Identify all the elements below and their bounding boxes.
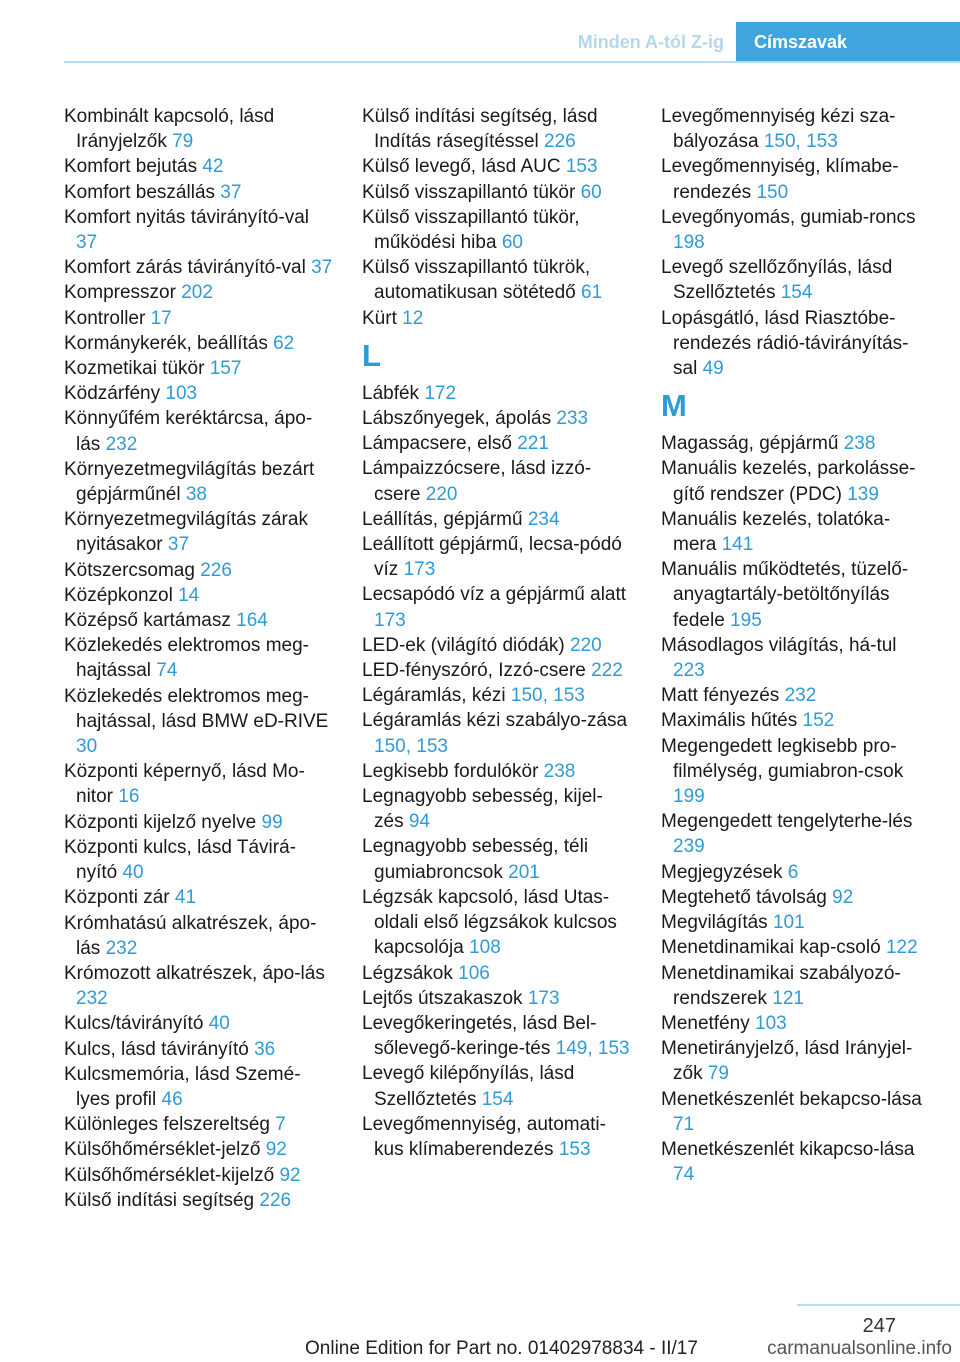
index-entry-page-link[interactable]: 150, 153 (374, 735, 448, 757)
index-entry (362, 633, 632, 658)
index-entry (362, 784, 632, 834)
index-entry (661, 205, 931, 255)
index-entry (362, 708, 632, 758)
index-entry (64, 154, 334, 179)
index-entry-page-link[interactable]: 202 (181, 282, 213, 304)
index-entry (64, 406, 334, 456)
index-entry (64, 457, 334, 507)
index-entry (64, 280, 334, 305)
index-entry (362, 834, 632, 884)
index-entry (64, 1011, 334, 1036)
index-entry-term: Menetkészenlét kikapcso-lása (661, 1138, 915, 1160)
index-entry (64, 608, 334, 633)
index-entry (64, 835, 334, 885)
index-entry (64, 507, 334, 557)
index-entry-term: Kötszercsomag (64, 559, 195, 581)
index-entry-term: Levegő szellőzőnyílás, lásd Szellőztetés (661, 257, 893, 304)
index-entry-page-link[interactable]: 46 (161, 1088, 183, 1110)
index-entry-term: Külső indítási segítség (64, 1189, 255, 1211)
index-entry (661, 633, 931, 683)
index-entry-term: Lejtős útszakaszok (362, 987, 523, 1009)
index-entry (661, 557, 931, 633)
index-entry-page-link[interactable]: 153 (565, 156, 598, 178)
index-entry-page-link[interactable]: 150, 153 (510, 685, 585, 707)
index-entry-page-link[interactable]: 220 (570, 634, 602, 656)
index-entry-term: Levegőmennyiség, klímabe-rendezés (661, 156, 899, 203)
index-entry-page-link[interactable]: 233 (556, 408, 589, 430)
index-entry-page-link[interactable]: 99 (261, 811, 283, 833)
index-entry-page-link[interactable]: 103 (165, 383, 198, 405)
index-entry (362, 885, 632, 961)
index-entry-page-link[interactable]: 238 (543, 760, 576, 782)
index-entry-term: Külső levegő, lásd AUC (362, 156, 561, 178)
index-entry-page-link[interactable]: 173 (527, 987, 560, 1009)
index-entry-term: Központi kulcs, lásd Távirá-nyító (64, 836, 296, 884)
index-entry (362, 683, 632, 708)
index-entry-term: Lámpacsere, első (362, 433, 512, 455)
index-entry-term: Külső visszapillantó tükör (362, 181, 576, 203)
index-entry-page-link[interactable]: 164 (236, 610, 268, 632)
index-entry (64, 104, 334, 154)
index-entry-term: Középső kartámasz (64, 610, 231, 632)
index-entry (64, 810, 334, 835)
index-entry (362, 532, 632, 582)
index-entry-page-link[interactable]: 122 (885, 937, 918, 959)
index-entry-page-link[interactable]: 38 (185, 484, 207, 506)
index-entry (661, 1011, 931, 1036)
index-entry-term: Legkisebb fordulókör (362, 760, 539, 782)
index-entry-page-link[interactable]: 92 (265, 1139, 287, 1161)
index-entry-page-link[interactable]: 195 (730, 609, 762, 631)
index-entry (64, 684, 334, 760)
index-letter-heading: L (362, 337, 381, 373)
index-entry-term: Menetdinamikai szabályozó-rendszerek (661, 962, 901, 1009)
index-entry-page-link[interactable]: 232 (76, 988, 108, 1010)
index-entry-term: Környezetmegvilágítás bezárt gépjárműnél (64, 458, 315, 506)
index-entry-term: Menetkészenlét bekapcso-lása (661, 1088, 922, 1110)
index-letter-heading: M (661, 388, 687, 424)
index-entry-term: Könnyűfém keréktárcsa, ápo-lás (64, 408, 313, 455)
index-entry-page-link[interactable]: 12 (402, 307, 424, 329)
index-entry (64, 356, 334, 381)
index-entry-term: Kulcs, lásd távirányító (64, 1038, 249, 1060)
index-entry-term: LED-ek (világító diódák) (362, 634, 565, 656)
index-entry-page-link[interactable]: 7 (275, 1114, 286, 1136)
index-entry (661, 507, 931, 557)
index-entry (362, 1061, 632, 1111)
index-entry-page-link[interactable]: 223 (673, 660, 705, 682)
index-column-2 (362, 104, 632, 1162)
index-entry (362, 582, 632, 632)
index-entry-page-link[interactable]: 101 (772, 912, 805, 934)
index-entry (661, 935, 931, 960)
index-entry-term: Középkonzol (64, 584, 173, 606)
index-entry-page-link[interactable]: 79 (172, 131, 194, 153)
index-entry-page-link[interactable]: 40 (122, 862, 144, 884)
index-entry-term: Levegőkeringetés, lásd Bel-sőlevegő-keringe-tés (362, 1012, 597, 1060)
index-entry (362, 658, 632, 683)
index-entry-page-link[interactable]: 201 (508, 861, 540, 883)
index-entry (64, 1037, 334, 1062)
index-entry (64, 1137, 334, 1162)
index-entry (362, 1112, 632, 1162)
index-entry (661, 255, 931, 305)
index-entry (64, 180, 334, 205)
index-entry-page-link[interactable]: 226 (259, 1189, 292, 1211)
index-entry (64, 1163, 334, 1188)
index-entry (661, 910, 931, 935)
index-entry-term: Kulcsmemória, lásd Szemé-lyes profil (64, 1063, 301, 1110)
index-entry-term: Kombinált kapcsoló, lásd Irányjelzők (64, 106, 275, 153)
index-entry-page-link[interactable]: 71 (673, 1113, 695, 1135)
index-entry-term: Manuális kezelés, parkolásse-gítő rendszer (PDC) (661, 458, 916, 505)
index-entry-term: Lecsapódó víz a gépjármű alatt (362, 584, 627, 606)
index-entry (661, 708, 931, 733)
index-entry-page-link[interactable]: 37 (167, 534, 190, 556)
index-entry (64, 633, 334, 683)
index-entry (362, 986, 632, 1011)
index-entry (661, 860, 931, 885)
index-entry (362, 205, 632, 255)
index-entry-term: Ködzárfény (64, 383, 161, 405)
index-entry-page-link[interactable]: 74 (156, 660, 178, 682)
index-entry-page-link[interactable]: 150, 153 (763, 131, 838, 153)
index-entry-page-link[interactable]: 199 (673, 786, 705, 808)
index-entry-page-link[interactable]: 37 (76, 232, 98, 254)
index-entry-term: Menetfény (661, 1012, 750, 1034)
index-entry-page-link[interactable]: 60 (501, 232, 523, 254)
index-entry-page-link[interactable]: 16 (118, 786, 140, 808)
index-entry (64, 911, 334, 961)
index-entry (362, 180, 632, 205)
index-entry-term: Külsőhőmérséklet-jelző (64, 1139, 261, 1161)
index-entry (362, 759, 632, 784)
index-entry (64, 583, 334, 608)
index-entry-page-link[interactable]: 41 (174, 887, 197, 909)
index-entry-page-link[interactable]: 103 (755, 1012, 787, 1034)
footer-divider (797, 1304, 960, 1306)
index-entry-term: LED-fényszóró, Izzó-csere (362, 660, 586, 682)
index-entry-page-link[interactable]: 232 (105, 937, 138, 959)
index-entry (362, 306, 632, 331)
index-entry-term: Lámpaizzócsere, lásd izzó-csere (362, 458, 592, 505)
index-entry-term: Kompresszor (64, 282, 176, 304)
index-entry (661, 456, 931, 506)
index-entry (64, 558, 334, 583)
index-entry-page-link[interactable]: 40 (208, 1013, 230, 1035)
index-entry-term: Legnagyobb sebesség, kijel-zés (362, 786, 603, 833)
index-entry-page-link[interactable]: 239 (673, 836, 705, 858)
index-entry-term: Légáramlás kézi szabályo-zása (362, 710, 628, 732)
index-entry-term: Kozmetikai tükör (64, 358, 205, 380)
index-entry-term: Maximális hűtés (661, 710, 798, 732)
index-entry (362, 456, 632, 506)
index-entry (64, 306, 334, 331)
index-entry (362, 1011, 632, 1061)
index-entry-term: Különleges felszereltség (64, 1114, 270, 1136)
index-entry-page-link[interactable]: 150 (756, 181, 789, 203)
index-entry (661, 154, 931, 204)
index-entry (661, 1137, 931, 1187)
index-entry-page-link[interactable]: 49 (702, 358, 724, 380)
index-entry-term: Manuális kezelés, tolatóka-mera (661, 508, 891, 556)
index-entry-term: Magasság, gépjármű (661, 433, 839, 455)
index-entry-term: Leállítás, gépjármű (362, 508, 523, 530)
index-entry-term: Levegőnyomás, gumiab-roncs (661, 206, 916, 228)
index-entry-term: Külsőhőmérséklet-kijelző (64, 1164, 275, 1186)
index-entry-page-link[interactable]: 17 (150, 307, 172, 329)
index-entry-page-link[interactable]: 149, 153 (555, 1038, 630, 1060)
watermark: carmanualsonline.info (767, 1338, 952, 1359)
index-entry-page-link[interactable]: 238 (843, 433, 876, 455)
index-entry (661, 431, 931, 456)
index-entry-page-link[interactable]: 157 (209, 358, 242, 380)
index-entry (362, 431, 632, 456)
index-entry-page-link[interactable]: 220 (425, 483, 458, 505)
index-entry-page-link[interactable]: 222 (591, 660, 623, 682)
index-entry-term: Megvilágítás (661, 912, 768, 934)
index-entry (362, 381, 632, 406)
index-entry-term: Levegő kilépőnyílás, lásd Szellőztetés (362, 1063, 575, 1110)
header-divider (64, 61, 960, 63)
index-entry (661, 1087, 931, 1137)
index-entry-term: Komfort beszállás (64, 181, 216, 203)
index-entry (64, 1112, 334, 1137)
page-number: 247 (862, 1315, 896, 1337)
index-entry (64, 205, 334, 255)
index-entry-term: Menetirányjelző, lásd Irányjel-zők (661, 1038, 913, 1085)
index-entry-page-link[interactable]: 121 (772, 987, 804, 1009)
index-entry-term: Menetdinamikai kap-csoló (661, 937, 881, 959)
index-entry (64, 961, 334, 1011)
index-entry-term: Levegőmennyiség kézi sza-bályozása (661, 106, 896, 153)
index-entry-page-link[interactable]: 61 (581, 282, 603, 304)
index-entry-page-link[interactable]: 36 (254, 1038, 276, 1060)
index-entry-page-link[interactable]: 232 (105, 433, 138, 455)
index-entry-page-link[interactable]: 106 (458, 962, 490, 984)
index-entry-page-link[interactable]: 62 (273, 332, 295, 354)
index-entry-term: Legnagyobb sebesség, téli gumiabroncsok (362, 836, 589, 883)
index-entry-term: Megengedett tengelyterhe-lés (661, 811, 913, 833)
index-entry (362, 255, 632, 305)
index-entry-term: Komfort nyitás távirányító-val (64, 206, 309, 228)
index-entry (362, 961, 632, 986)
index-entry-term: Krómozott alkatrészek, ápo-lás (64, 962, 325, 984)
index-entry-page-link[interactable]: 139 (847, 483, 879, 505)
index-entry-term: Krómhatású alkatrészek, ápo-lás (64, 912, 317, 959)
index-entry-page-link[interactable]: 108 (469, 937, 501, 959)
index-entry-page-link[interactable]: 74 (673, 1164, 695, 1186)
index-entry-page-link[interactable]: 92 (279, 1164, 301, 1186)
index-entry-term: Környezetmegvilágítás zárak nyitásakor (64, 509, 308, 556)
index-entry-page-link[interactable]: 152 (802, 710, 835, 732)
index-entry-page-link[interactable]: 232 (784, 685, 817, 707)
index-entry-term: Megtehető távolság (661, 886, 827, 908)
index-entry-page-link[interactable]: 153 (558, 1138, 591, 1160)
index-column-1 (64, 104, 334, 1213)
index-entry-term: Levegőmennyiség, automati-kus klímaberendezés (362, 1113, 606, 1160)
chapter-tab: Címszavak (736, 22, 960, 62)
index-entry-page-link[interactable]: 234 (527, 508, 560, 530)
index-entry (661, 683, 931, 708)
index-entry-page-link[interactable]: 92 (832, 886, 854, 908)
index-entry-page-link[interactable]: 172 (424, 382, 457, 404)
index-entry-page-link[interactable]: 94 (408, 811, 430, 833)
index-entry-term: Lopásgátló, lásd Riasztóbe-rendezés rádió-távirányítás-sal (661, 307, 909, 380)
index-entry-page-link[interactable]: 173 (403, 559, 436, 581)
index-entry (661, 1036, 931, 1086)
index-entry (64, 331, 334, 356)
index-entry-term: Lábszőnyegek, ápolás (362, 408, 552, 430)
index-entry-page-link[interactable]: 6 (787, 861, 799, 883)
index-entry (64, 381, 334, 406)
index-entry-term: Külső visszapillantó tükrök, automatikusan sötétedő (362, 257, 591, 304)
index-entry-term: Külső visszapillantó tükör, működési hiba (362, 206, 580, 254)
index-entry-term: Légzsákok (362, 962, 453, 984)
edition-note: Online Edition for Part no. 01402978834 - II/17 (305, 1338, 698, 1359)
index-entry (64, 885, 334, 910)
index-entry-term: Központi kijelző nyelve (64, 811, 257, 833)
index-entry-page-link[interactable]: 30 (76, 736, 98, 758)
index-entry-term: Komfort bejutás (64, 156, 198, 178)
page-header (0, 22, 960, 62)
index-entry-term: Kormánykerék, beállítás (64, 332, 268, 354)
index-entry (661, 734, 931, 810)
index-entry (64, 759, 334, 809)
index-entry (64, 1062, 334, 1112)
index-entry-page-link[interactable]: 141 (721, 534, 754, 556)
index-entry (661, 104, 931, 154)
index-entry-term: Kontroller (64, 307, 146, 329)
index-entry (362, 104, 632, 154)
index-entry-page-link[interactable]: 198 (673, 232, 705, 254)
section-title: Minden A-tól Z-ig (577, 32, 724, 52)
index-entry-term: Megengedett legkisebb pro-filmélység, gumiabron-csok (661, 735, 904, 782)
index-entry-term: Központi képernyő, lásd Mo-nitor (64, 761, 305, 808)
index-entry-page-link[interactable]: 226 (200, 559, 232, 581)
index-entry-page-link[interactable]: 37 (311, 257, 333, 279)
index-column-3 (661, 104, 931, 1187)
index-entry-page-link[interactable]: 226 (544, 131, 576, 153)
index-entry-term: Matt fényezés (661, 685, 780, 707)
index-entry-term: Közlekedés elektromos meg-hajtással, lásd BMW eD-RIVE (64, 685, 329, 732)
index-entry (362, 507, 632, 532)
index-entry-term: Lábfék (362, 382, 420, 404)
index-entry (661, 961, 931, 1011)
index-entry-term: Kulcs/távirányító (64, 1013, 204, 1035)
index-entry-term: Kürt (362, 307, 397, 329)
index-entry-page-link[interactable]: 79 (707, 1063, 729, 1085)
index-entry-term: Légáramlás, kézi (362, 685, 506, 707)
index-entry-term: Közlekedés elektromos meg-hajtással (64, 635, 309, 682)
index-entry-page-link[interactable]: 60 (580, 181, 602, 203)
index-entry (64, 1188, 334, 1213)
index-entry (64, 255, 334, 280)
index-entry (661, 809, 931, 859)
index-entry-term: Komfort zárás távirányító-val (64, 257, 306, 279)
index-entry-term: Megjegyzések (661, 861, 783, 883)
index-entry-page-link[interactable]: 173 (374, 609, 406, 631)
index-entry (661, 306, 931, 382)
index-entry-term: Másodlagos világítás, há-tul (661, 634, 897, 656)
index-entry-term: Külső indítási segítség, lásd Indítás rásegítéssel (362, 106, 598, 153)
index-entry-term: Légzsák kapcsoló, lásd Utas-oldali első légzsákok kulcsos kapcsolója (362, 886, 617, 959)
index-entry (362, 154, 632, 179)
index-entry-term: Központi zár (64, 887, 170, 909)
index-entry (362, 406, 632, 431)
index-entry-page-link[interactable]: 221 (517, 433, 549, 455)
index-entry-term: Leállított gépjármű, lecsa-pódó víz (362, 534, 622, 581)
index-entry-page-link[interactable]: 154 (780, 282, 813, 304)
index-entry-page-link[interactable]: 37 (220, 181, 242, 203)
index-entry (661, 885, 931, 910)
index-entry-term: Manuális működtetés, tüzelő-anyagtartály-betöltőnyílás fedele (661, 559, 909, 631)
index-entry-page-link[interactable]: 42 (202, 156, 224, 178)
index-entry-page-link[interactable]: 14 (178, 584, 200, 606)
index-entry-page-link[interactable]: 154 (481, 1088, 514, 1110)
